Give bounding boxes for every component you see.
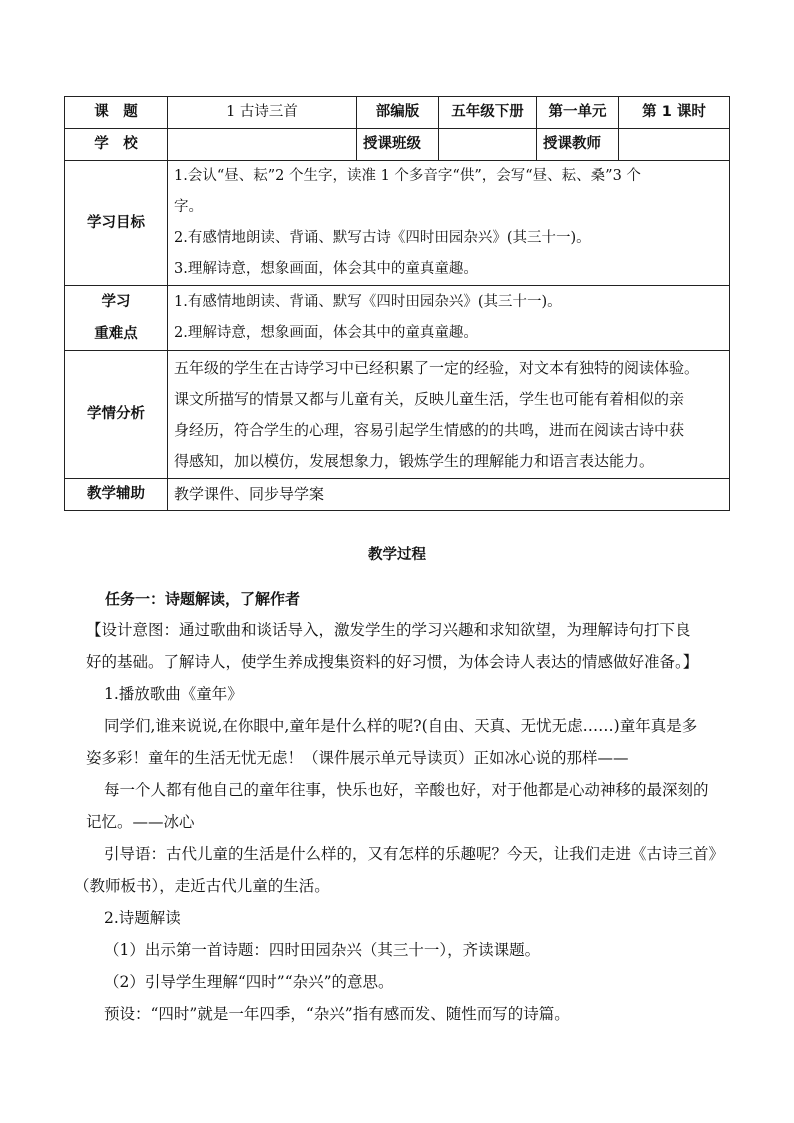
lesson-label: 课 题 — [65, 97, 168, 129]
step-heading: 1.播放歌曲《童年》 — [104, 685, 243, 703]
period: 第 1 课时 — [619, 97, 730, 129]
aids-label: 教学辅助 — [65, 479, 168, 511]
section-title: 教学过程 — [368, 547, 426, 563]
teacher-label: 授课教师 — [537, 129, 619, 161]
goal-line: 2.有感情地朗读、背诵、默写古诗《四时田园杂兴》(其三十一)。 — [174, 230, 591, 246]
preset-line: 预设：“四时”就是一年四季，“杂兴”指有感而发、随性而写的诗篇。 — [104, 1005, 570, 1023]
table-row — [65, 351, 730, 479]
analysis-line: 课文所描写的情景又都与儿童有关，反映儿童生活，学生也可能有着相似的亲 — [174, 389, 685, 408]
paragraph-line: 姿多彩！童年的生活无忧无虑！（课件展示单元导读页）正如冰心说的那样—— — [86, 749, 629, 767]
quote-line: 记忆。——冰心 — [86, 813, 195, 831]
quote-line: 每一个人都有他自己的童年往事，快乐也好，辛酸也好，对于他都是心动神移的最深刻的 — [104, 781, 709, 799]
analysis-content — [168, 351, 730, 479]
sub-step-line: （1）出示第一首诗题：四时田园杂兴（其三十一），齐读课题。 — [104, 941, 541, 959]
goal-line: 3.理解诗意，想象画面，体会其中的童真童趣。 — [174, 261, 478, 277]
step-heading: 2.诗题解读 — [104, 909, 181, 927]
design-intent-line: 好的基础。了解诗人，使学生养成搜集资料的好习惯，为体会诗人表达的情感做好准备。】 — [86, 653, 699, 671]
analysis-label: 学情分析 — [65, 351, 168, 479]
lesson-title: 1 古诗三首 — [168, 97, 357, 129]
analysis-line: 身经历，符合学生的心理，容易引起学生情感的的共鸣，进而在阅读古诗中获 — [174, 420, 685, 439]
analysis-line: 五年级的学生在古诗学习中已经积累了一定的经验，对文本有独特的阅读体验。 — [174, 358, 700, 377]
school-label: 学 校 — [65, 129, 168, 161]
table-row — [65, 161, 730, 286]
teacher-value — [619, 129, 730, 161]
goals-label: 学习目标 — [65, 161, 168, 286]
class-label: 授课班级 — [357, 129, 439, 161]
key-points-label — [65, 286, 168, 351]
design-intent-line: 【设计意图：通过歌曲和谈话导入，激发学生的学习兴趣和求知欲望，为理解诗句打下良 — [86, 621, 691, 639]
table-row — [65, 286, 730, 351]
guide-line: 引导语：古代儿童的生活是什么样的，又有怎样的乐趣呢？今天，让我们走进《古诗三首》 — [104, 845, 725, 863]
table-row — [65, 479, 730, 511]
key-points-content — [168, 286, 730, 351]
goal-line: 字。 — [174, 199, 203, 215]
school-value — [168, 129, 357, 161]
key-point-line: 1.有感情地朗读、背诵、默写《四时田园杂兴》(其三十一)。 — [174, 294, 562, 310]
paragraph-line: 同学们,谁来说说,在你眼中,童年是什么样的呢?(自由、天真、无忧无虑……)童年真是多 — [104, 717, 698, 735]
lesson-info-table — [64, 96, 730, 511]
grade: 五年级下册 — [439, 97, 537, 129]
goals-content — [168, 161, 730, 286]
goal-line: 1.会认“昼、耘”2 个生字，读准 1 个多音字“供”，会写“昼、耘、桑”3 个 — [174, 168, 641, 184]
edition: 部编版 — [357, 97, 439, 129]
key-points-label-line1: 学习 — [101, 294, 131, 310]
key-point-line: 2.理解诗意，想象画面，体会其中的童真童趣。 — [174, 325, 478, 341]
unit: 第一单元 — [537, 97, 619, 129]
table-row — [65, 97, 730, 129]
guide-line: （教师板书），走近古代儿童的生活。 — [74, 877, 330, 895]
class-value — [439, 129, 537, 161]
key-points-label-line2: 重难点 — [94, 326, 138, 342]
sub-step-line: （2）引导学生理解“四时”“杂兴”的意思。 — [104, 973, 394, 991]
task-heading: 任务一：诗题解读，了解作者 — [105, 590, 301, 608]
analysis-line: 得感知，加以模仿，发展想象力，锻炼学生的理解能力和语言表达能力。 — [174, 451, 655, 470]
aids-value: 教学课件、同步导学案 — [168, 479, 730, 511]
table-row — [65, 129, 730, 161]
